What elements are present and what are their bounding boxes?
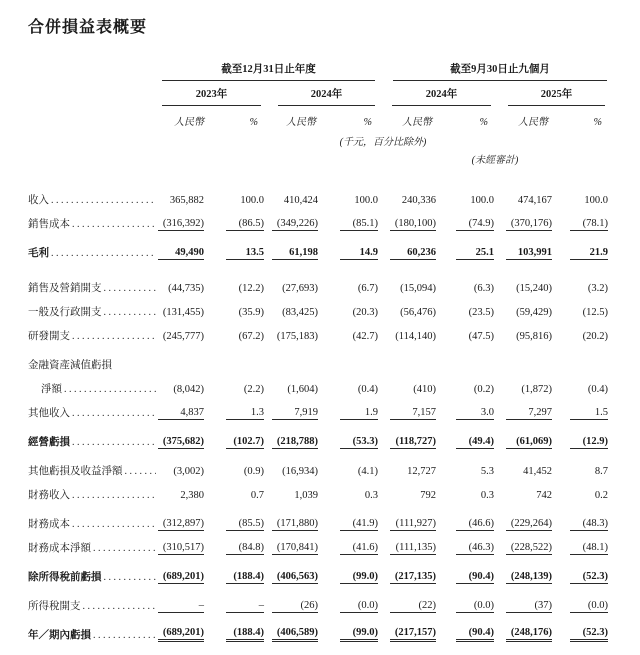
- cell-value: (99.0): [328, 555, 380, 584]
- cell-value: (175,183): [276, 331, 318, 342]
- row-label: 財務收入: [28, 490, 70, 501]
- cell-value: 365,882: [169, 195, 204, 206]
- cell-value: (12.2): [238, 283, 264, 294]
- cell-value: (44,735): [168, 283, 204, 294]
- dot-leader: [104, 572, 157, 583]
- year-header-2024: 2024年: [266, 81, 380, 106]
- cell-value: (12.5): [582, 307, 608, 318]
- cell-value: 100.0: [240, 195, 264, 206]
- cell-value: (12.9): [560, 420, 610, 449]
- table-row: [28, 396, 610, 420]
- cell-value: 240,336: [401, 195, 436, 206]
- income-statement-table: [28, 61, 610, 642]
- cell-value: 61,198: [266, 231, 328, 260]
- cell-value: (59,429): [516, 307, 552, 318]
- cell-value: 3.0: [444, 396, 496, 420]
- table-row: [28, 343, 610, 372]
- cell-value: 1.3: [216, 396, 266, 420]
- cell-value: 100.0: [584, 195, 608, 206]
- cell-value: (95,816): [516, 331, 552, 342]
- row-label: 毛利: [28, 248, 49, 259]
- row-label: 所得稅開支: [28, 601, 81, 612]
- cell-value: (41.9): [328, 502, 380, 531]
- cell-value: (188.4): [216, 555, 266, 584]
- cell-value: (61,069): [496, 420, 560, 449]
- unit-header-currency: 人民幣: [286, 117, 316, 128]
- unit-header-percent: %: [363, 117, 372, 128]
- dot-leader: [104, 283, 157, 294]
- cell-value: (27,693): [282, 283, 318, 294]
- cell-value: (49.4): [444, 420, 496, 449]
- cell-value: (48.3): [560, 502, 610, 531]
- cell-value: (16,934): [282, 466, 318, 477]
- cell-value: (229,264): [496, 502, 560, 531]
- cell-value: 742: [536, 490, 552, 501]
- cell-value: (23.5): [468, 307, 494, 318]
- cell-value: [560, 343, 610, 372]
- column-group-nine-month: [380, 61, 610, 81]
- cell-value: (248,176): [496, 613, 560, 642]
- dot-leader: [72, 331, 156, 342]
- cell-value: (180,100): [380, 207, 444, 231]
- cell-value: 103,991: [496, 231, 560, 260]
- cell-value: (74.9): [444, 207, 496, 231]
- cell-value: (41.6): [328, 531, 380, 555]
- row-label: 銷售及營銷開支: [28, 283, 102, 294]
- dot-leader: [93, 543, 156, 554]
- cell-value: (6.3): [473, 283, 494, 294]
- table-row: [28, 166, 610, 207]
- cell-value: (349,226): [266, 207, 328, 231]
- cell-value: (48.1): [560, 531, 610, 555]
- cell-value: 100.0: [470, 195, 494, 206]
- cell-value: (114,140): [395, 331, 436, 342]
- cell-value: 7,297: [496, 396, 560, 420]
- dot-leader: [83, 601, 157, 612]
- cell-value: 1.9: [328, 396, 380, 420]
- cell-value: (15,094): [400, 283, 436, 294]
- cell-value: –: [216, 584, 266, 613]
- cell-value: (312,897): [156, 502, 216, 531]
- cell-value: (46.3): [444, 531, 496, 555]
- cell-value: (56,476): [400, 307, 436, 318]
- column-group-annual-label: 截至12月31日止年度: [162, 61, 375, 81]
- cell-value: (248,139): [496, 555, 560, 584]
- row-label: 研發開支: [28, 331, 70, 342]
- cell-value: (99.0): [328, 613, 380, 642]
- cell-value: 4,837: [156, 396, 216, 420]
- cell-value: (22): [380, 584, 444, 613]
- cell-value: (8,042): [173, 384, 204, 395]
- cell-value: (83,425): [282, 307, 318, 318]
- row-label: 財務成本: [28, 519, 70, 530]
- cell-value: (375,682): [156, 420, 216, 449]
- cell-value: (188.4): [216, 613, 266, 642]
- dot-leader: [93, 630, 156, 641]
- cell-value: 49,490: [156, 231, 216, 260]
- cell-value: (42.7): [352, 331, 378, 342]
- row-label: 金融資產減值虧損: [28, 360, 112, 371]
- cell-value: (86.5): [216, 207, 266, 231]
- cell-value: (90.4): [444, 613, 496, 642]
- row-label: 一般及行政開支: [28, 307, 102, 318]
- cell-value: (3.2): [587, 283, 608, 294]
- table-row: [28, 613, 610, 642]
- table-row: [28, 420, 610, 449]
- cell-value: (37): [496, 584, 560, 613]
- cell-value: (0.0): [328, 584, 380, 613]
- table-row: [28, 372, 610, 396]
- cell-value: (217,135): [380, 555, 444, 584]
- cell-value: 0.7: [250, 490, 264, 501]
- cell-value: 7,919: [266, 396, 328, 420]
- cell-value: (78.1): [560, 207, 610, 231]
- dot-leader: [72, 519, 156, 530]
- cell-value: 7,157: [380, 396, 444, 420]
- cell-value: (85.1): [328, 207, 380, 231]
- cell-value: (410): [413, 384, 436, 395]
- cell-value: (1,872): [521, 384, 552, 395]
- cell-value: (0.0): [560, 584, 610, 613]
- cell-value: (316,392): [156, 207, 216, 231]
- cell-value: (15,240): [516, 283, 552, 294]
- table-row: [28, 319, 610, 343]
- unit-header-percent: %: [249, 117, 258, 128]
- cell-value: (67.2): [238, 331, 264, 342]
- cell-value: –: [156, 584, 216, 613]
- cell-value: (0.4): [587, 384, 608, 395]
- cell-value: (0.0): [444, 584, 496, 613]
- cell-value: (689,201): [156, 613, 216, 642]
- table-row: [28, 231, 610, 260]
- cell-value: (171,880): [266, 502, 328, 531]
- table-row: [28, 207, 610, 231]
- cell-value: (1,604): [287, 384, 318, 395]
- dot-leader: [64, 384, 156, 395]
- page-title: 合併損益表概要: [28, 19, 148, 36]
- cell-value: (217,157): [380, 613, 444, 642]
- cell-value: [156, 343, 216, 372]
- row-label: 淨額: [41, 384, 62, 395]
- dot-leader: [72, 219, 156, 230]
- cell-value: (47.5): [468, 331, 494, 342]
- unit-header-percent: %: [593, 117, 602, 128]
- cell-value: 12,727: [407, 466, 436, 477]
- cell-value: (90.4): [444, 555, 496, 584]
- cell-value: (102.7): [216, 420, 266, 449]
- cell-value: 0.2: [594, 490, 608, 501]
- row-label: 除所得稅前虧損: [28, 572, 102, 583]
- year-header-2024-nine-month: 2024年: [380, 81, 496, 106]
- table-body: [28, 166, 610, 642]
- cell-value: (131,455): [162, 307, 204, 318]
- cell-value: [380, 343, 444, 372]
- row-label: 財務成本淨額: [28, 543, 91, 554]
- cell-value: (20.3): [352, 307, 378, 318]
- cell-value: (46.6): [444, 502, 496, 531]
- cell-value: (26): [266, 584, 328, 613]
- cell-value: (111,135): [380, 531, 444, 555]
- cell-value: 41,452: [523, 466, 552, 477]
- year-header-2023: 2023年: [156, 81, 266, 106]
- cell-value: [444, 343, 496, 372]
- cell-value: (170,841): [266, 531, 328, 555]
- cell-value: (0.9): [243, 466, 264, 477]
- cell-value: [216, 343, 266, 372]
- cell-value: (245,777): [162, 331, 204, 342]
- cell-value: (118,727): [380, 420, 444, 449]
- table-row: [28, 584, 610, 613]
- table-row: [28, 295, 610, 319]
- cell-value: (6.7): [357, 283, 378, 294]
- cell-value: (111,927): [380, 502, 444, 531]
- dot-leader: [72, 408, 156, 419]
- dot-leader: [104, 307, 157, 318]
- cell-value: (406,563): [266, 555, 328, 584]
- cell-value: (218,788): [266, 420, 328, 449]
- cell-value: 410,424: [283, 195, 318, 206]
- cell-value: 60,236: [380, 231, 444, 260]
- cell-value: (35.9): [238, 307, 264, 318]
- unit-header-currency: 人民幣: [174, 117, 204, 128]
- cell-value: [266, 343, 328, 372]
- table-row: [28, 502, 610, 531]
- cell-value: (52.3): [560, 555, 610, 584]
- column-group-nine-month-label: 截至9月30日止九個月: [393, 61, 607, 81]
- row-label: 經營虧損: [28, 437, 70, 448]
- cell-value: (53.3): [328, 420, 380, 449]
- cell-value: 1,039: [294, 490, 318, 501]
- dot-leader: [125, 466, 157, 477]
- row-label: 其他收入: [28, 408, 70, 419]
- cell-value: (0.2): [473, 384, 494, 395]
- cell-value: (52.3): [560, 613, 610, 642]
- table-row: [28, 555, 610, 584]
- cell-value: 100.0: [354, 195, 378, 206]
- cell-value: (84.8): [216, 531, 266, 555]
- row-label: 銷售成本: [28, 219, 70, 230]
- cell-value: 25.1: [444, 231, 496, 260]
- cell-value: 0.3: [364, 490, 378, 501]
- cell-value: (4.1): [357, 466, 378, 477]
- cell-value: 2,380: [180, 490, 204, 501]
- cell-value: (85.5): [216, 502, 266, 531]
- cell-value: 792: [420, 490, 436, 501]
- cell-value: 474,167: [517, 195, 552, 206]
- table-row: [28, 478, 610, 502]
- unit-header-percent: %: [479, 117, 488, 128]
- cell-value: (370,176): [496, 207, 560, 231]
- cell-value: (0.4): [357, 384, 378, 395]
- cell-value: 21.9: [560, 231, 610, 260]
- column-group-annual: [156, 61, 380, 81]
- cell-value: 13.5: [216, 231, 266, 260]
- row-label: 其他虧損及收益淨額: [28, 466, 123, 477]
- table-row: [28, 449, 610, 478]
- cell-value: 14.9: [328, 231, 380, 260]
- cell-value: (406,589): [266, 613, 328, 642]
- dot-leader: [51, 195, 156, 206]
- cell-value: [496, 343, 560, 372]
- row-label: 收入: [28, 195, 49, 206]
- dot-leader: [72, 437, 156, 448]
- unaudited-note: (未經審計): [471, 155, 519, 166]
- row-label: 年／期內虧損: [28, 630, 91, 641]
- year-header-2025-nine-month: 2025年: [496, 81, 610, 106]
- cell-value: (2.2): [243, 384, 264, 395]
- cell-value: (310,517): [156, 531, 216, 555]
- cell-value: 5.3: [480, 466, 494, 477]
- cell-value: 8.7: [594, 466, 608, 477]
- unit-header-currency: 人民幣: [518, 117, 548, 128]
- cell-value: (20.2): [582, 331, 608, 342]
- cell-value: (3,002): [173, 466, 204, 477]
- units-note: (千元，百分比除外): [339, 137, 427, 148]
- table-header: [28, 61, 610, 166]
- dot-leader: [72, 490, 156, 501]
- cell-value: 1.5: [560, 396, 610, 420]
- cell-value: 0.3: [480, 490, 494, 501]
- cell-value: (228,522): [496, 531, 560, 555]
- cell-value: [328, 343, 380, 372]
- dot-leader: [51, 248, 156, 259]
- table-row: [28, 531, 610, 555]
- unit-header-currency: 人民幣: [402, 117, 432, 128]
- table-row: [28, 260, 610, 295]
- cell-value: (689,201): [156, 555, 216, 584]
